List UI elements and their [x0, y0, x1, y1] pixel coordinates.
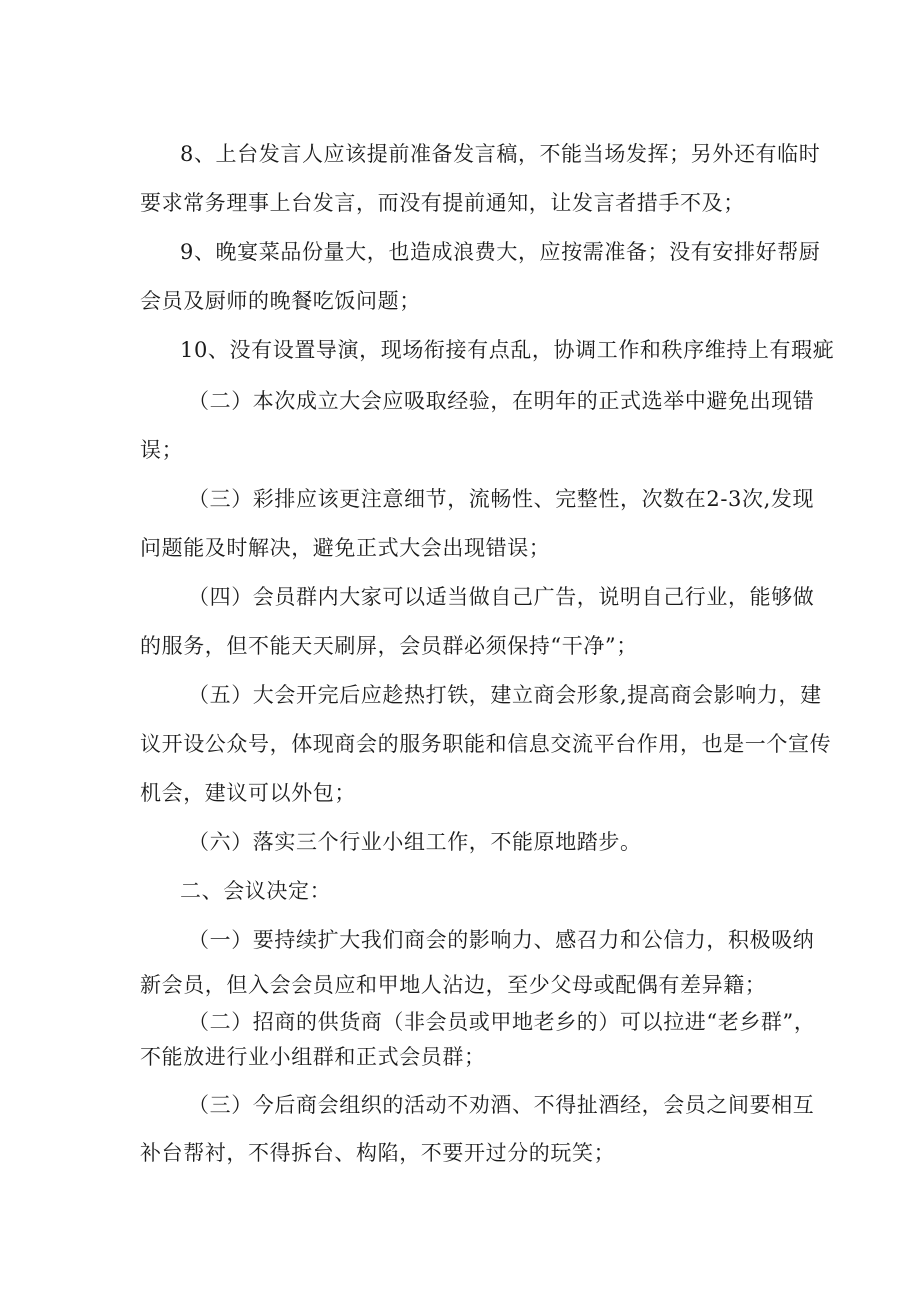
paragraph-line: （三）今后商会组织的活动不劝酒、不得扯酒经，会员之间要相互 [188, 1093, 815, 1117]
paragraph-line: （三）彩排应该更注意细节，流畅性、完整性，次数在2-3次,发现 [188, 487, 815, 511]
paragraph-line: （二）招商的供货商（非会员或甲地老乡的）可以拉进“老乡群”， [188, 1010, 816, 1034]
paragraph-line: 补台帮衬，不得拆台、构陷，不要开过分的玩笑； [140, 1141, 616, 1165]
paragraph-line: 机会，建议可以外包； [140, 781, 356, 805]
paragraph-line: 问题能及时解决，避免正式大会出现错误； [140, 536, 551, 560]
paragraph-line: （六）落实三个行业小组工作，不能原地踏步。 [188, 830, 642, 854]
paragraph-line: （一）要持续扩大我们商会的影响力、感召力和公信力，积极吸纳 [188, 928, 815, 952]
paragraph-line: 要求常务理事上台发言，而没有提前通知，让发言者措手不及； [140, 191, 745, 215]
section-heading: 二、会议决定： [180, 879, 332, 903]
paragraph-line: 的服务，但不能天天刷屏，会员群必须保持“干净”； [140, 634, 638, 658]
paragraph-line: 议开设公众号，体现商会的服务职能和信息交流平台作用，也是一个宣传 [140, 732, 832, 756]
paragraph-line: 新会员，但入会会员应和甲地人沾边，至少父母或配偶有差异籍； [140, 973, 767, 997]
paragraph-line: 不能放进行业小组群和正式会员群； [140, 1045, 486, 1069]
paragraph-line: 误； [140, 438, 184, 462]
paragraph-line: 10、没有设置导演，现场衔接有点乱，协调工作和秩序维持上有瑕疵 [180, 338, 835, 362]
paragraph-line: （五）大会开完后应趁热打铁，建立商会形象,提高商会影响力，建 [188, 683, 822, 707]
paragraph-line: 会员及厨师的晚餐吃饭问题； [140, 289, 421, 313]
paragraph-line: （四）会员群内大家可以适当做自己广告，说明自己行业，能够做 [188, 585, 815, 609]
paragraph-line: 9、晚宴菜品份量大，也造成浪费大，应按需准备；没有安排好帮厨 [180, 240, 821, 264]
paragraph-line: 8、上台发言人应该提前准备发言稿，不能当场发挥；另外还有临时 [180, 142, 821, 166]
paragraph-line: （二）本次成立大会应吸取经验，在明年的正式选举中避免出现错 [188, 389, 815, 413]
